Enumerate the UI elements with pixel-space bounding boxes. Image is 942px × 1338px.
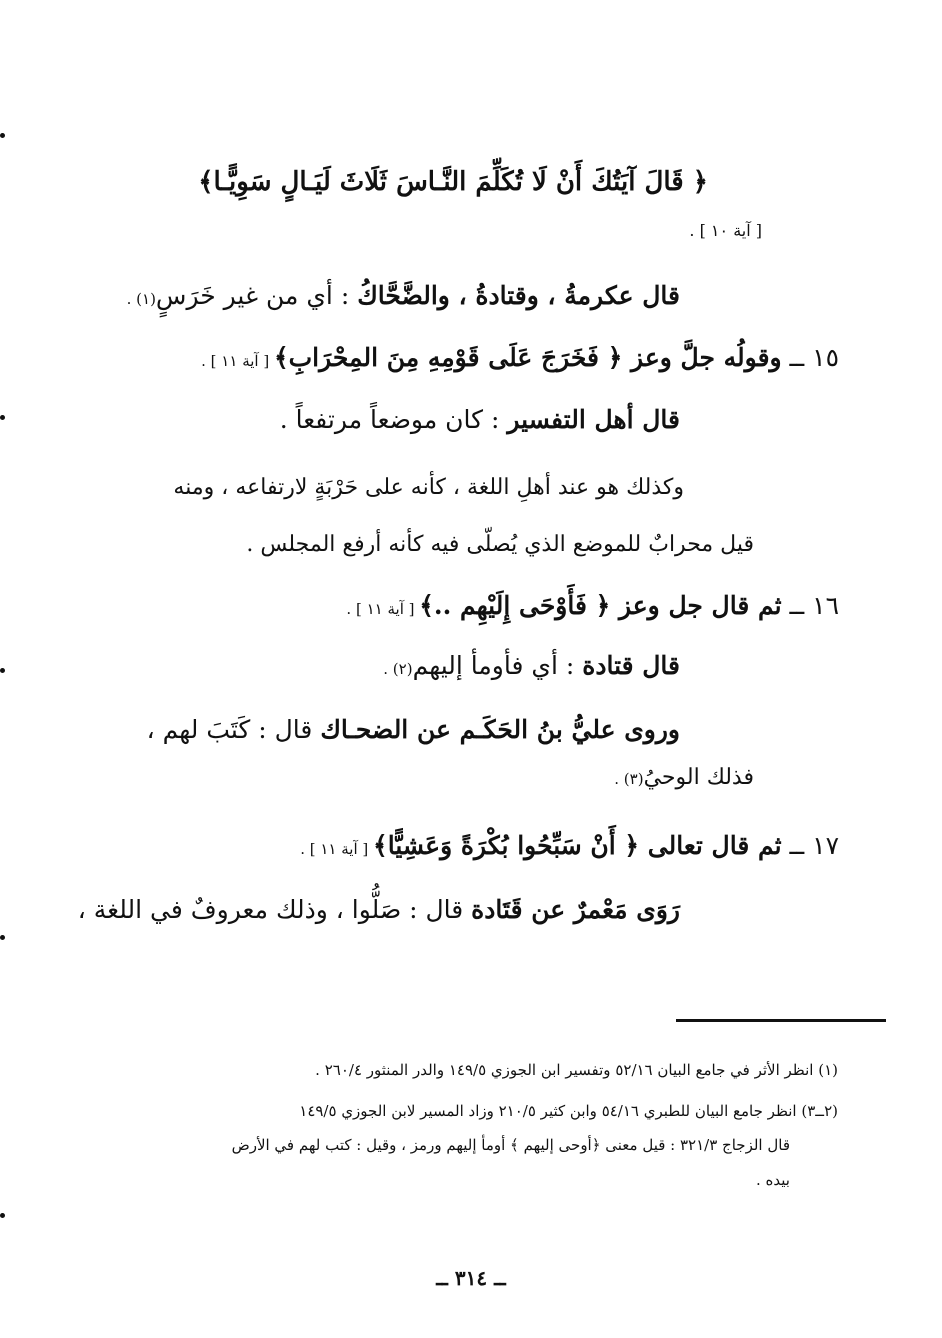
commentary-line: رَوَى مَعْمرٌ عن قَتَادة قال : صَلُّوا ، وذلك معروفٌ في اللغة ، bbox=[77, 895, 680, 924]
scan-mark bbox=[0, 133, 5, 138]
verse-text: ﴿ قَالَ آيَتُكَ أَنْ لَا تُكَلِّمَ النَّـاسَ ثَلَاثَ لَيَـالٍ سَوِيًّـا﴾ bbox=[198, 167, 708, 197]
footnote-1: (١) انظر الأثر في جامع البيان ٥٢/١٦ وتفسير ابن الجوزي ١٤٩/٥ والدر المنثور ٢٦٠/٤ . bbox=[315, 1061, 838, 1079]
page-number: ــ ٣١٤ ــ bbox=[436, 1266, 506, 1290]
numbered-item-17: ١٧ ــ ثم قال تعالى ﴿ أَنْ سَبِّحُوا بُكْرَةً وَعَشِيًّا﴾ [ آية ١١ ] . bbox=[300, 831, 839, 860]
commentary-line: قال عكرمةُ ، وقتادةُ ، والضَّحَّاكُ : أي من غير خَرَسٍ(١) . bbox=[126, 281, 680, 310]
verse-line bbox=[198, 162, 708, 202]
footnote-separator bbox=[676, 1019, 886, 1022]
scan-mark bbox=[0, 415, 5, 420]
commentary-line: فذلك الوحيُ(٣) . bbox=[614, 765, 754, 790]
commentary-line: وروى عليُّ بنُ الحَكَـم عن الضحـاك قال : كَتَبَ لهم ، bbox=[146, 715, 680, 744]
paragraph-line: قيل محرابٌ للموضع الذي يُصلّى فيه كأنه أرفع المجلس . bbox=[246, 532, 754, 557]
footnote-2-continued: قال الزجاج ٣٢١/٣ : قيل معنى ﴿أوحى إليهم ﴾ أومأ إليهم ورمز ، وقيل : كتب لهم في الأرض bbox=[231, 1136, 790, 1154]
commentary-line: قال أهل التفسير : كان موضعاً مرتفعاً . bbox=[279, 405, 680, 434]
scan-mark bbox=[0, 1213, 5, 1218]
footnote-2-end: بيده . bbox=[756, 1171, 790, 1189]
scan-mark bbox=[0, 668, 5, 673]
scan-mark bbox=[0, 935, 5, 940]
numbered-item-15: ١٥ ــ وقولُه جلَّ وعز ﴿ فَخَرَجَ عَلَى قَوْمِهِ مِنَ المِحْرَابِ﴾ [ آية ١١ ] . bbox=[201, 343, 839, 372]
footnote-2: (٢ــ٣) انظر جامع البيان للطبري ٥٤/١٦ وابن كثير ٢١٠/٥ وزاد المسير لابن الجوزي ١٤٩/٥ bbox=[299, 1102, 838, 1120]
paragraph-line: وكذلك هو عند أهلِ اللغة ، كأنه على حَرْبَةٍ لارتفاعه ، ومنه bbox=[173, 475, 684, 500]
verse-reference: [ آية ١٠ ] . bbox=[689, 221, 762, 240]
numbered-item-16: ١٦ ــ ثم قال جل وعز ﴿ فَأَوْحَى إِلَيْهِم ..﴾ [ آية ١١ ] . bbox=[346, 591, 839, 620]
commentary-line: قال قتادة : أي فأومأ إليهم(٢) . bbox=[383, 651, 680, 680]
